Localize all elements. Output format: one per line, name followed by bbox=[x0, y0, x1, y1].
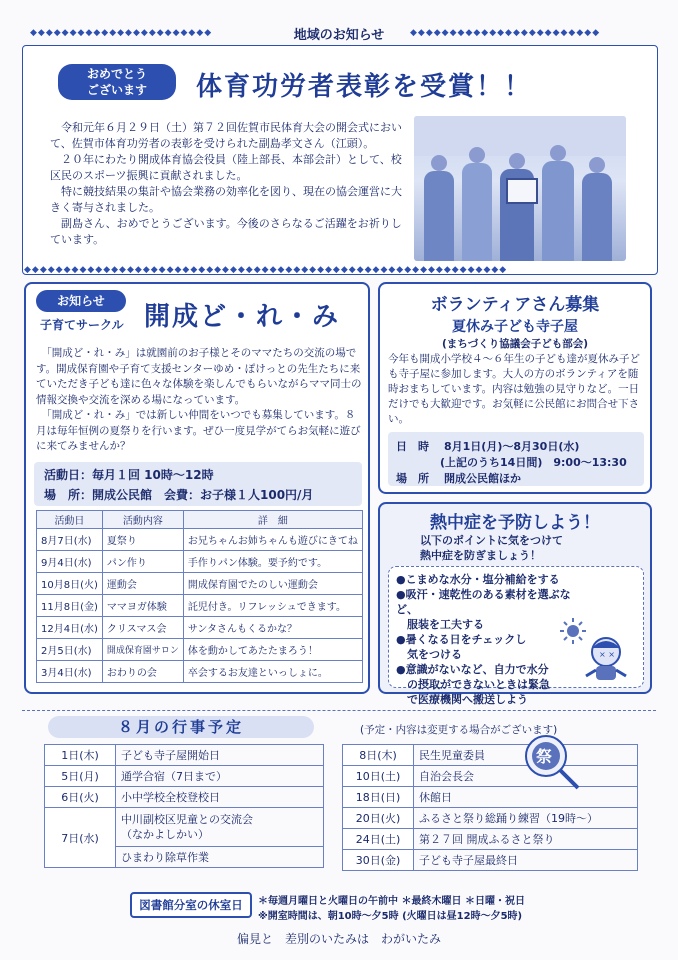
events-title: ８月の行事予定 bbox=[48, 716, 314, 738]
event-date: 20日(火) bbox=[343, 808, 414, 829]
event-item: 小中学校全校登校日 bbox=[116, 787, 324, 808]
event-date: 6日(火) bbox=[45, 787, 116, 808]
activity-date: 8月7日(水) bbox=[37, 529, 103, 551]
activity-detail: サンタさんもくるかな？ bbox=[183, 617, 362, 639]
table-row bbox=[37, 551, 363, 573]
table-row bbox=[343, 766, 638, 787]
activity-detail: 手作りパン体験。要予約です。 bbox=[183, 551, 362, 573]
table-row bbox=[45, 745, 324, 766]
activity-name: 運動会 bbox=[102, 573, 183, 595]
heat-intro-2: 熱中症を防ぎましょう！ bbox=[420, 549, 541, 562]
events-left-table bbox=[44, 744, 324, 868]
activity-date: 12月4日(水) bbox=[37, 617, 103, 639]
volunteer-body: 今年も開成小学校４～６年生の子ども達が夏休み子ども寺子屋に参加します。大人の方のボランティアを随時おまちしています。内容は勉強の見守りなど。一日だけでも大歓迎です。お気軽に公民館にお問合せ下さい。 bbox=[388, 353, 640, 425]
volunteer-org: (まちづくり協議会子ども部会) bbox=[442, 338, 588, 350]
activity-name: 開成保育園サロン bbox=[102, 639, 183, 661]
heat-point: 服装を工夫する bbox=[396, 618, 484, 631]
heat-point: ●暑くなる日をチェックし bbox=[396, 633, 527, 646]
table-row bbox=[45, 808, 324, 847]
activity-detail: 体を動かしてあたたまろう！ bbox=[183, 639, 362, 661]
award-text bbox=[50, 120, 402, 248]
table-row bbox=[37, 661, 363, 683]
library-line-2: ※開室時間は、朝10時～夕5時 (火曜日は昼12時～夕5時) bbox=[258, 911, 523, 922]
table-row bbox=[343, 745, 638, 766]
event-date: 5日(月) bbox=[45, 766, 116, 787]
activity-date: 2月5日(水) bbox=[37, 639, 103, 661]
award-diamond-border: ◆◆◆◆◆◆◆◆◆◆◆◆◆◆◆◆◆◆◆◆◆◆◆◆◆◆◆◆◆◆◆◆◆◆◆◆◆◆◆◆◆◆◆◆◆◆◆◆◆◆◆◆◆◆◆◆◆◆◆◆◆ bbox=[24, 265, 508, 275]
header-diamond-border: ◆◆◆◆◆◆◆◆◆◆◆◆◆◆◆◆◆◆◆◆◆◆◆ bbox=[30, 28, 213, 38]
table-row bbox=[343, 829, 638, 850]
event-item: 第２７回 開成ふるさと祭り bbox=[414, 829, 638, 850]
activity-date: 9月4日(水) bbox=[37, 551, 103, 573]
library-label: 図書館分室の休室日 bbox=[130, 892, 252, 918]
library-line-1: ＊毎週月曜日と火曜日の午前中 ＊最終木曜日 ＊日曜・祝日 bbox=[258, 896, 525, 907]
header-diamond-border-right: ◆◆◆◆◆◆◆◆◆◆◆◆◆◆◆◆◆◆◆◆◆◆◆◆ bbox=[410, 28, 601, 38]
circle-badge: お知らせ bbox=[36, 290, 126, 312]
activity-table bbox=[36, 510, 363, 683]
activity-name: 夏祭り bbox=[102, 529, 183, 551]
dizzy-child-icon bbox=[578, 630, 634, 686]
table-header: 活動内容 bbox=[102, 511, 183, 529]
event-item: 休館日 bbox=[414, 787, 638, 808]
footer-slogan: 偏見と 差別のいたみは わがいたみ bbox=[236, 932, 441, 946]
activity-detail: 卒会するお友達といっしょに。 bbox=[183, 661, 362, 683]
volunteer-subtitle: 夏休み子ども寺子屋 bbox=[452, 319, 578, 335]
event-date: 8日(木) bbox=[343, 745, 414, 766]
volunteer-date-label: 日 時 bbox=[396, 440, 429, 453]
event-date: 30日(金) bbox=[343, 850, 414, 871]
circle-info-line2: 場 所：開成公民館 会費：お子様１人100円/月 bbox=[44, 488, 314, 502]
events-note: (予定・内容は変更する場合がございます) bbox=[360, 724, 558, 736]
table-row bbox=[343, 850, 638, 871]
heat-points bbox=[396, 572, 576, 707]
table-row bbox=[37, 595, 363, 617]
table-row bbox=[37, 529, 363, 551]
volunteer-place-label: 場 所 bbox=[396, 472, 429, 485]
event-date: 10日(土) bbox=[343, 766, 414, 787]
heat-intro-1: 以下のポイントに気をつけて bbox=[420, 534, 563, 547]
award-badge: おめでとう ございます bbox=[58, 64, 176, 100]
volunteer-date-value: 8月1日(月)～8月30日(水) bbox=[444, 440, 580, 453]
award-paragraph: ２０年にわたり開成体育協会役員（陸上部長、本部会計）として、校区民のスポーツ振興に貢献されました。 bbox=[50, 153, 402, 182]
award-paragraph: 特に競技結果の集計や協会業務の効率化を図り、現在の協会運営に大きく寄与されました。 bbox=[50, 185, 402, 214]
heat-point: で医療機関へ搬送しよう bbox=[396, 693, 528, 706]
activity-date: 10月8日(火) bbox=[37, 573, 103, 595]
table-header: 活動日 bbox=[37, 511, 103, 529]
award-paragraph: 令和元年６月２９日（土）第７２回佐賀市民体育大会の開会式において、佐賀市体育功労者の表彰を受けられた副島孝文さん（江頭）。 bbox=[50, 121, 402, 150]
volunteer-date-sub: (上記のうち14日間) 9:00～13:30 bbox=[440, 456, 627, 469]
table-row bbox=[45, 787, 324, 808]
activity-name: クリスマス会 bbox=[102, 617, 183, 639]
activity-detail: お兄ちゃんお姉ちゃんも遊びにきてね bbox=[183, 529, 362, 551]
heat-title: 熱中症を予防しよう！ bbox=[430, 513, 600, 533]
table-row bbox=[37, 639, 363, 661]
event-item: 中川副校区児童との交流会 （なかよしかい） bbox=[116, 808, 324, 847]
event-date: 18日(日) bbox=[343, 787, 414, 808]
circle-info-line1: 活動日：毎月１回 10時～12時 bbox=[44, 468, 214, 482]
events-right-table bbox=[342, 744, 638, 871]
table-row bbox=[37, 573, 363, 595]
award-title: 体育功労者表彰を受賞！！ bbox=[196, 72, 533, 102]
circle-title: 開成ど・れ・み bbox=[144, 302, 341, 332]
table-header: 詳 細 bbox=[183, 511, 362, 529]
event-item: 自治会長会 bbox=[414, 766, 638, 787]
circle-paragraph: 「開成ど・れ・み」は就園前のお子様とそのママたちの交流の場です。開成保育園や子育て支援センターゆめ・ぽけっとの先生たちに来ていただき子ども達に色々な体験を楽しんでもらいながらママ同士の情報交換や交流を深める場になっています。 bbox=[36, 347, 362, 406]
certificate bbox=[506, 178, 538, 204]
activity-detail: 託児付き。リフレッシュできます。 bbox=[183, 595, 362, 617]
heat-point: ●こまめな水分・塩分補給をする bbox=[396, 573, 560, 586]
event-date: 24日(土) bbox=[343, 829, 414, 850]
award-photo bbox=[414, 116, 626, 261]
event-item: 通学合宿（7日まで） bbox=[116, 766, 324, 787]
table-row bbox=[45, 766, 324, 787]
activity-name: おわりの会 bbox=[102, 661, 183, 683]
table-row bbox=[37, 617, 363, 639]
event-item: 民生児童委員 bbox=[414, 745, 638, 766]
activity-name: ママヨガ体験 bbox=[102, 595, 183, 617]
heat-point: ●吸汗・速乾性のある素材を選ぶなど、 bbox=[396, 588, 571, 616]
activity-name: パン作り bbox=[102, 551, 183, 573]
activity-detail: 開成保育園でたのしい運動会 bbox=[183, 573, 362, 595]
event-item: 子ども寺子屋最終日 bbox=[414, 850, 638, 871]
event-date: 7日(水) bbox=[45, 808, 116, 868]
header-title: 地域のお知らせ bbox=[293, 28, 385, 43]
event-item: 子ども寺子屋開始日 bbox=[116, 745, 324, 766]
circle-sub: 子育てサークル bbox=[40, 318, 124, 332]
table-row bbox=[343, 787, 638, 808]
event-item: ひまわり除草作業 bbox=[116, 847, 324, 868]
activity-date: 3月4日(水) bbox=[37, 661, 103, 683]
volunteer-place-value: 開成公民館ほか bbox=[444, 472, 521, 485]
heat-point: の摂取ができないときは緊急 bbox=[396, 678, 550, 691]
heat-point: ●意識がないなど、自力で水分 bbox=[396, 663, 549, 676]
event-item: ふるさと祭り総踊り練習（19時～） bbox=[414, 808, 638, 829]
circle-text bbox=[36, 346, 362, 455]
activity-date: 11月8日(金) bbox=[37, 595, 103, 617]
circle-paragraph: 「開成ど・れ・み」では新しい仲間をいつでも募集しています。８月は毎年恒例の夏祭りを行います。ぜひ一度見学がてらお気軽に遊びに来てみませんか？ bbox=[36, 409, 361, 452]
svg-text:× ×: × × bbox=[599, 650, 615, 659]
festival-fan-label: 祭 bbox=[536, 747, 553, 766]
event-date: 1日(木) bbox=[45, 745, 116, 766]
table-row bbox=[343, 808, 638, 829]
award-paragraph: 副島さん、おめでとうございます。今後のさらなるご活躍をお祈りしています。 bbox=[50, 217, 402, 246]
volunteer-title: ボランティアさん募集 bbox=[430, 295, 600, 315]
heat-point: 気をつける bbox=[396, 648, 462, 661]
